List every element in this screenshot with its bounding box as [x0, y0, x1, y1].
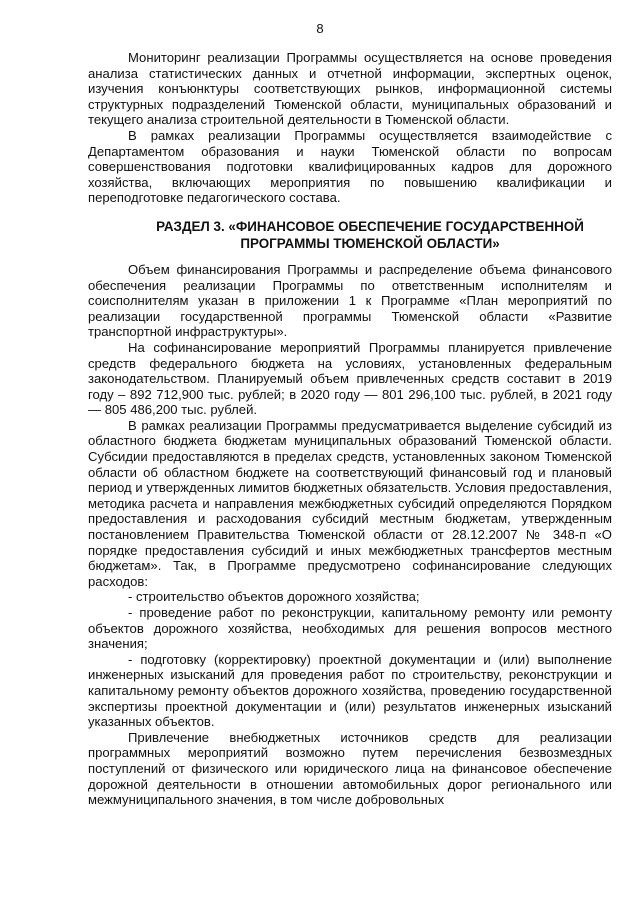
- paragraph-monitoring: Мониторинг реализации Программы осуществляется на основе проведения анализа статистических данных и отчетной информации, экспертных оценок, изучения конъюнктуры соответствующих рынков, информационной системы структурных подразделений Тюменской области, муниципальных образований и текущего анализа строительной деятельности в Тюменской области.: [88, 50, 612, 128]
- paragraph-subsidies: В рамках реализации Программы предусматривается выделение субсидий из областного бюджета бюджетам муниципальных образований Тюменской области. Субсидии предоставляются в пределах средств, установленных законом Тюменской области об областном бюджете на соответствующий финансовый год и плановый период и утвержденных лимитов бюджетных обязательств. Условия предоставления, методика расчета и направления межбюджетных субсидий определяются Порядком предоставления и расходования субсидий местным бюджетам, утвержденным постановлением Правительства Тюменской области от 28.12.2007 № 348-п «О порядке предоставления субсидий и иных межбюджетных трансфертов местным бюджетам». Так, в Программе предусмотрено софинансирование следующих расходов:: [88, 417, 612, 589]
- document-body: [88, 50, 612, 808]
- paragraph-interaction: В рамках реализации Программы осуществляется взаимодействие с Департаментом образования и науки Тюменской области по вопросам совершенствования подготовки квалифицированных кадров для дорожного хозяйства, включающих мероприятия по повышению квалификации и переподготовке педагогического состава.: [88, 127, 612, 206]
- paragraph-extra-budgetary: Привлечение внебюджетных источников средств для реализации программных мероприятий возможно путем перечисления безвозмездных поступлений от физического или юридического лица на финансовое обеспечение дорожной деятельности в отношении автомобильных дорог регионального или межмуниципального значения, в том числе добровольных: [88, 729, 612, 808]
- page-number: 8: [316, 21, 324, 36]
- list-item: - строительство объектов дорожного хозяйства;: [128, 589, 420, 605]
- paragraph-funding-volume: Объем финансирования Программы и распределение объема финансового обеспечения реализации Программы по ответственным исполнителям и соисполнителям указан в приложении 1 к Программе «План мероприятий по реализации государственной программы Тюменской области «Развитие транспортной инфраструктуры».: [88, 261, 612, 340]
- section-heading: РАЗДЕЛ 3. «ФИНАНСОВОЕ ОБЕСПЕЧЕНИЕ ГОСУДАРСТВЕННОЙ ПРОГРАММЫ ТЮМЕНСКОЙ ОБЛАСТИ»: [156, 218, 584, 251]
- list-item: - подготовку (корректировку) проектной документации и (или) выполнение инженерных изысканий для проведения работ по строительству, реконструкции и капитальному ремонту объектов дорожного хозяйства, проведению государственной экспертизы проектной документации и (или) результатов инженерных изысканий указанных объектов.: [88, 651, 612, 730]
- list-item: - проведение работ по реконструкции, капитальному ремонту или ремонту объектов дорожного хозяйства, необходимых для решения вопросов местного значения;: [88, 605, 612, 652]
- paragraph-federal-cofinancing: На софинансирование мероприятий Программы планируется привлечение средств федерального бюджета на условиях, установленных федеральным законодательством. Планируемый объем привлеченных средств составит в 2019 году – 892 712,900 тыс. рублей; в 2020 году — 801 296,100 тыс. рублей, в 2021 году — 805 486,200 тыс. рублей.: [88, 339, 612, 418]
